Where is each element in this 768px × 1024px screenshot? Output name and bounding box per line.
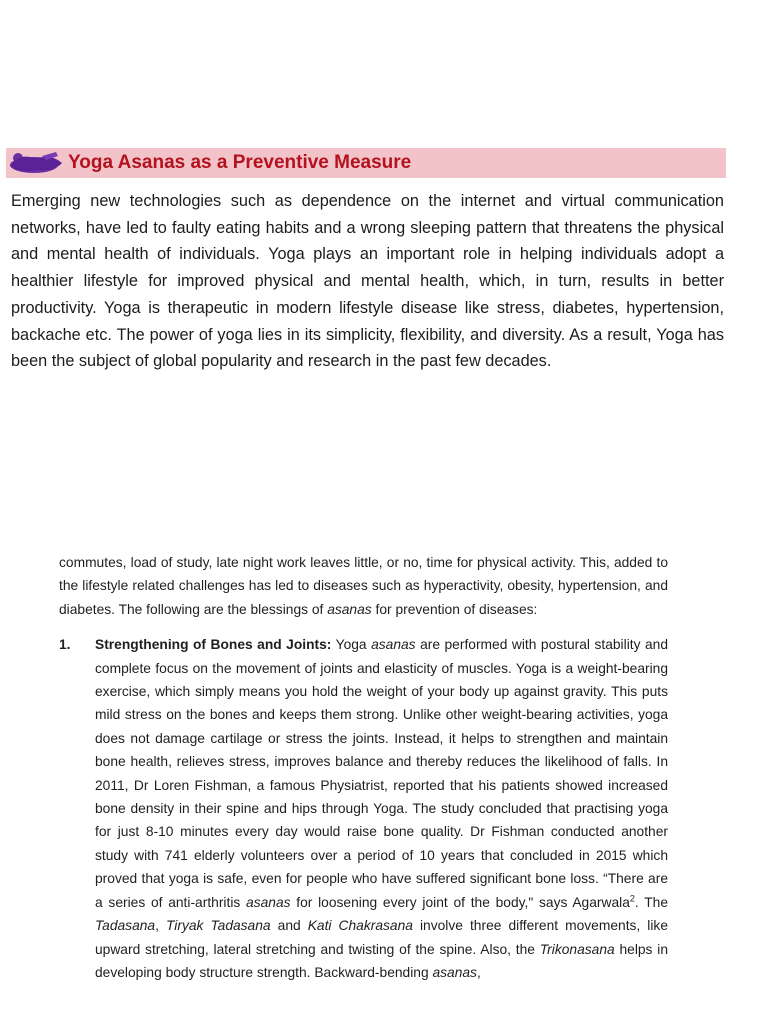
list-number: 1. — [59, 637, 71, 653]
footnote-marker: 2 — [629, 893, 635, 904]
list-item-text: Strengthening of Bones and Joints: Yoga asanas are performed with postural stability and complete focus on the movement of joints and elasticity of muscles. Yoga is a weight-bearing exercise, which simply means you hold the weight of your body up against gravity. This puts mild stress on the bones and keeps them strong. Unlike other weight-bearing activities, yoga does not damage cartilage or stress the joints. Instead, it helps to strengthen and maintain bone health, relieves stress, improves balance and thereby reduces the likelihood of falls. In 2011, Dr Loren Fishman, a famous Physiatrist, reported that his patients showed increased bone density in their spine and hips through Yoga. The study concluded that practising yoga for just 8-10 minutes every day would raise bone quality. Dr Fishman conducted another study with 741 elderly volunteers over a period of 10 years that concluded in 2015 which proved that yoga is safe, even for people who have suffered significant bone loss. “There are a series of anti-arthritis asanas for loosening every joint of the body," says Agarwala$^2$. The Tadasana, Tiryak Tadasana and Kati Chakrasana involve three different movements, like upward stretching, lateral stretching and twisting of the spine. Also, the Trikonasana helps in developing body structure strength. Backward-bending asanas, — [95, 637, 669, 980]
yoga-pose-icon — [6, 150, 66, 176]
page-content — [59, 551, 668, 984]
intro-paragraph: Emerging new technologies such as dependence on the internet and virtual communication networks, have led to faulty eating habits and a wrong sleeping pattern that threatens the physical and mental health of individuals. Yoga plays an important role in helping individuals adopt a healthier lifestyle for improved physical and mental health, which, in turn, results in better productivity. Yoga is therapeutic in modern lifestyle disease like stress, diabetes, hypertension, backache etc. The power of yoga lies in its simplicity, flexibility, and diversity. As a result, Yoga has been the subject of global popularity and research in the past few decades. — [11, 192, 724, 371]
body-paragraph: commutes, load of study, late night work leaves little, or no, time for physical activity. This, added to the lifestyle related challenges has led to diseases such as hyperactivity, obesity, hypertension, and diabetes. The following are the blessings of asanas for prevention of diseases: — [59, 555, 668, 617]
section-heading-banner — [6, 148, 726, 178]
list-item — [59, 633, 668, 984]
section-title: Yoga Asanas as a Preventive Measure — [68, 152, 412, 173]
list-item-heading: Strengthening of Bones and Joints: — [95, 637, 332, 653]
